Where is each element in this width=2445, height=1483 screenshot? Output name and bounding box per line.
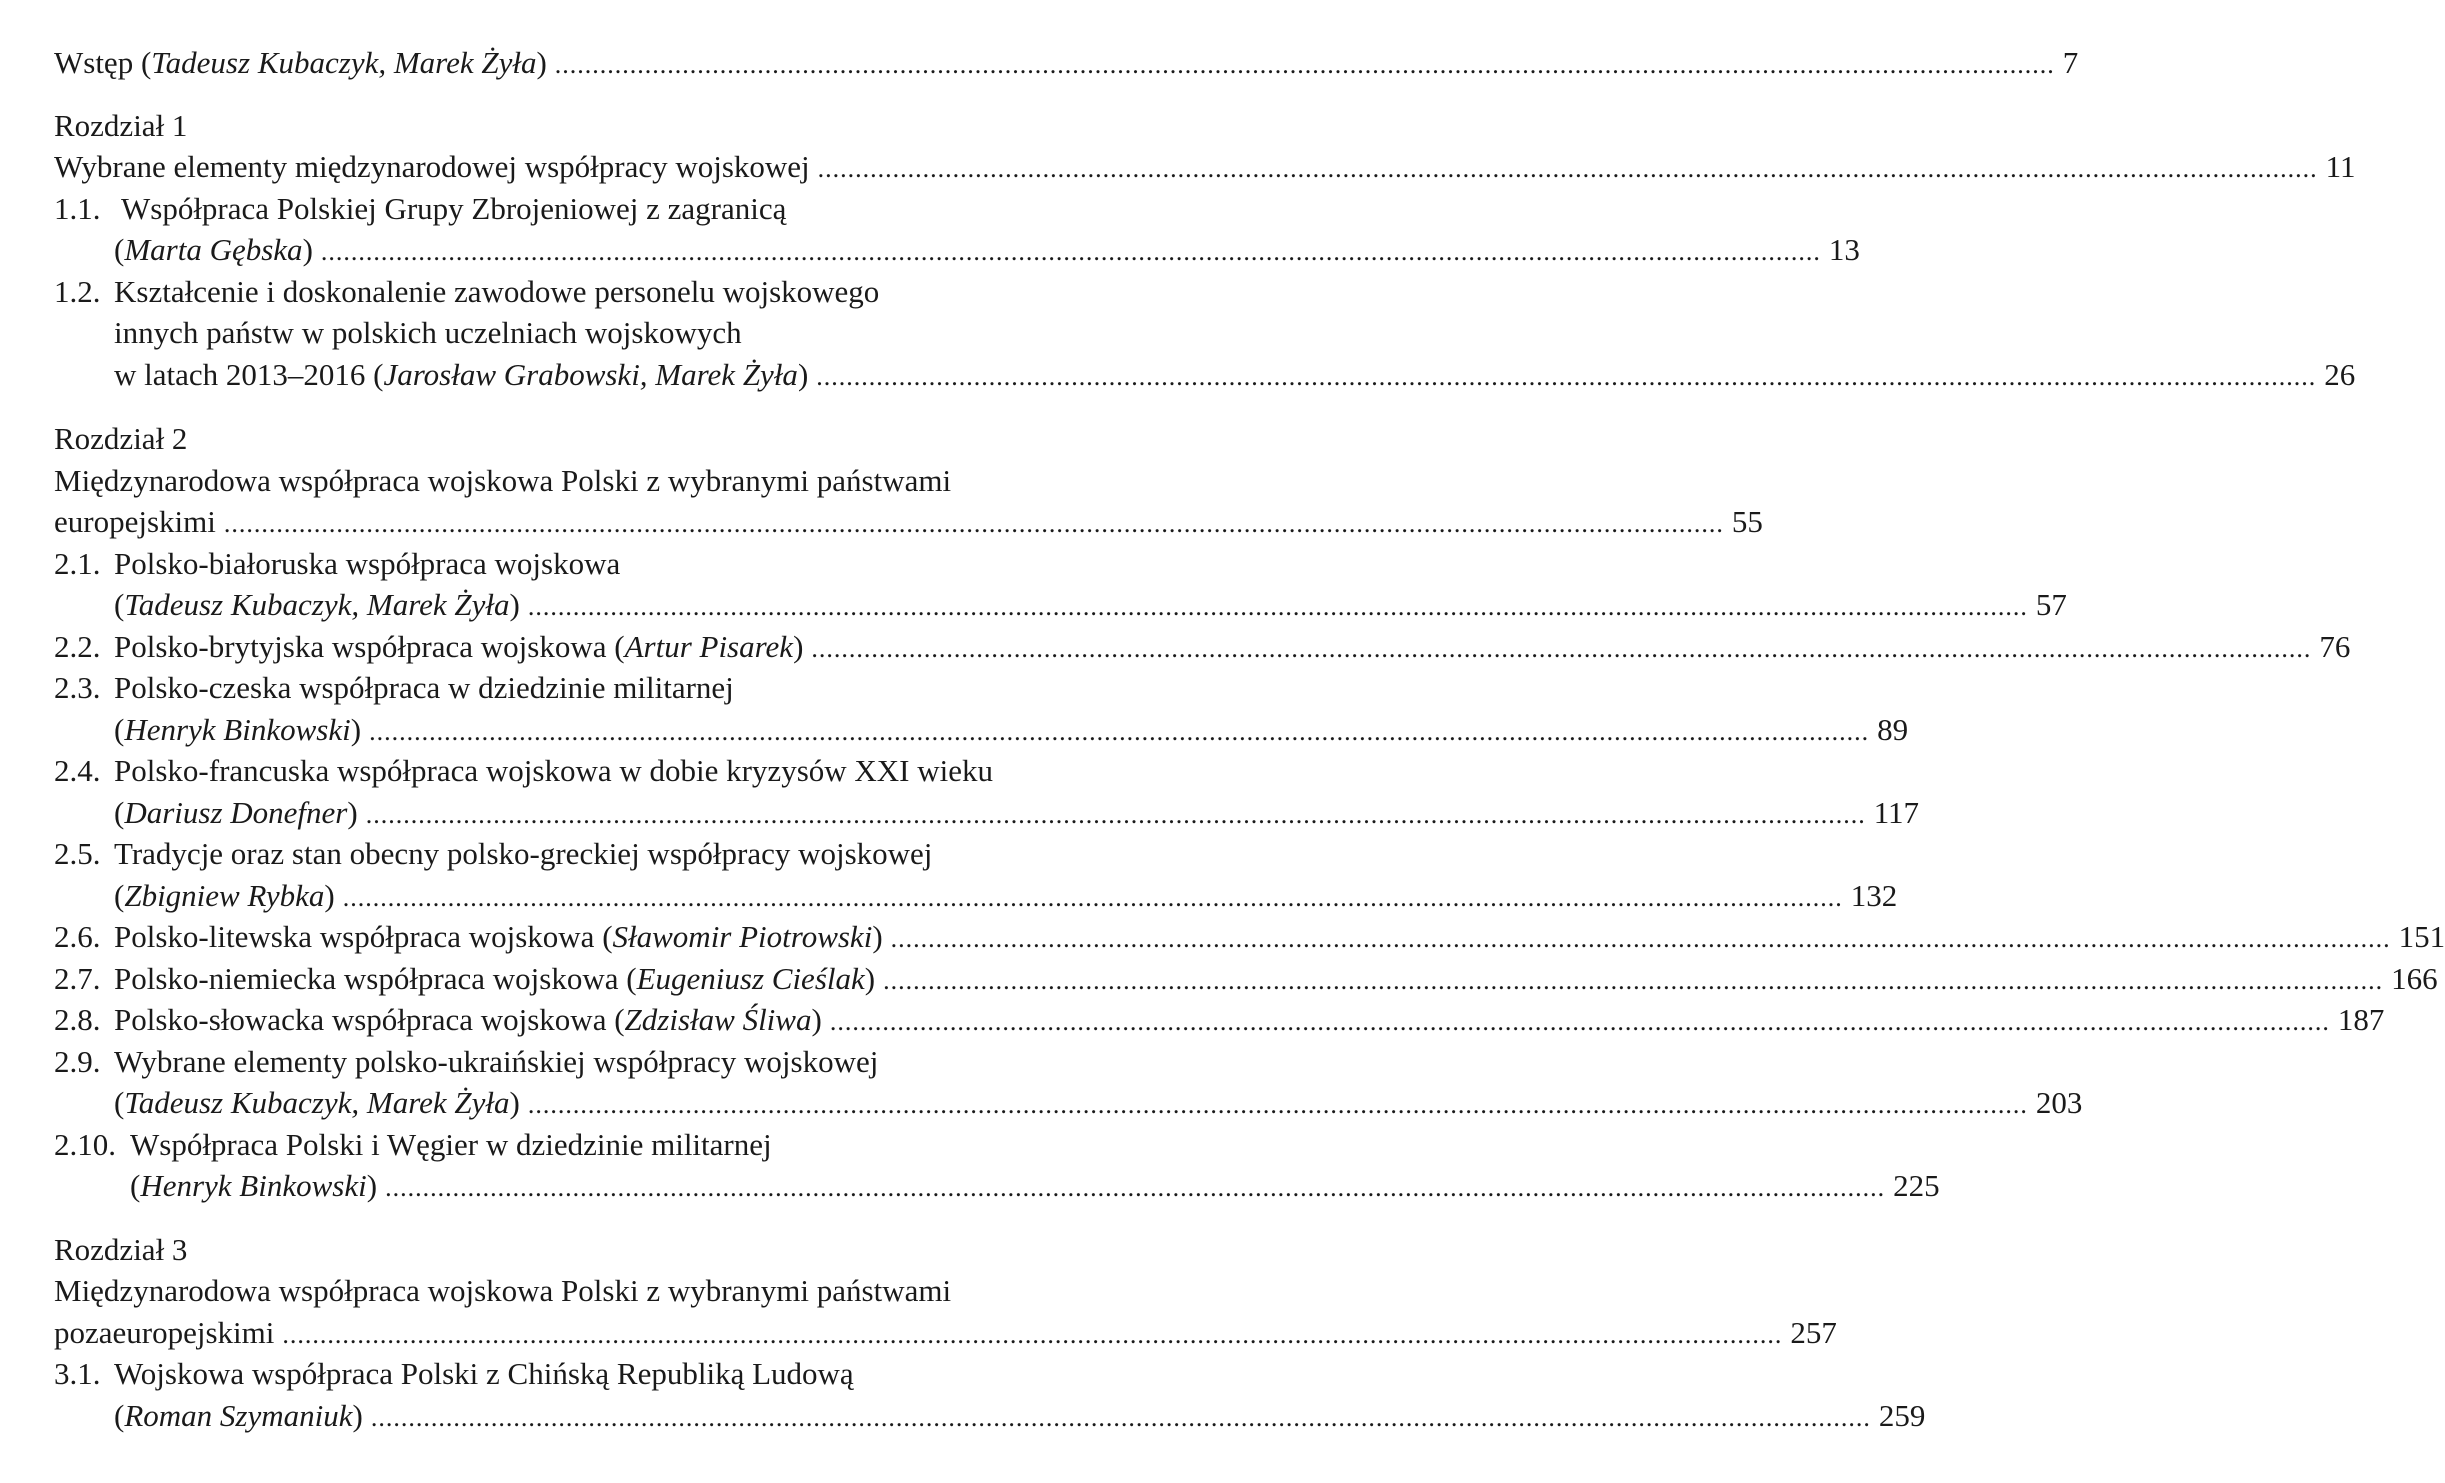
section-title: Współpraca Polski i Węgier w dziedzinie militarnej	[130, 1127, 772, 1162]
section-title: Polsko-brytyjska współpraca wojskowa (Artur Pisarek) ........................................................................................................................................................................................................ 76	[114, 626, 1072, 667]
page-number: 259	[1878, 1398, 1926, 1433]
entry-authors: Zdzisław Śliwa	[624, 1002, 812, 1037]
dot-leader: ........................................................................................................................................................................................................	[883, 966, 2384, 995]
entry-authors: Zbigniew Rybka	[124, 878, 325, 913]
section-number: 2.3.	[54, 670, 101, 705]
section-title: Polsko-białoruska współpraca wojskowa	[114, 546, 621, 581]
section-number: 2.5.	[54, 836, 101, 871]
dot-leader: ........................................................................................................................................................................................................	[370, 1403, 1871, 1432]
entry-authors: Henryk Binkowski	[140, 1168, 367, 1203]
section-title: Polsko-słowacka współpraca wojskowa (Zdzisław Śliwa) ........................................................................................................................................................................................................ 187	[114, 999, 1072, 1040]
section-number: 2.6.	[54, 919, 101, 954]
toc-entry-intro: Wstęp (Tadeusz Kubaczyk, Marek Żyła) ........................................................................................................................................................................................................ 7	[54, 42, 1072, 83]
dot-leader: ........................................................................................................................................................................................................	[320, 237, 1821, 266]
chapter-label: Rozdział 3	[54, 1232, 188, 1267]
section-title: Współpraca Polskiej Grupy Zbrojeniowej z zagranicą	[121, 191, 787, 226]
entry-authors: Dariusz Donefner	[124, 795, 348, 830]
section-title: Polsko-czeska współpraca w dziedzinie militarnej	[114, 670, 734, 705]
dot-leader: ........................................................................................................................................................................................................	[554, 50, 2055, 79]
page-number: 117	[1873, 795, 1920, 830]
page-number: 13	[1828, 232, 1860, 267]
chapter-title: europejskimi ........................................................................................................................................................................................................ 55	[54, 501, 1072, 542]
dot-leader: ........................................................................................................................................................................................................	[365, 800, 1866, 829]
page-number: 89	[1877, 712, 1909, 747]
section-title: Polsko-niemiecka współpraca wojskowa (Eugeniusz Cieślak) ........................................................................................................................................................................................................ 166	[114, 958, 1072, 999]
entry-authors: Artur Pisarek	[624, 629, 794, 664]
section-authors-line: (Zbigniew Rybka) ........................................................................................................................................................................................................ 132	[114, 875, 1072, 916]
section-title: Tradycje oraz stan obecny polsko-greckiej współpracy wojskowej	[114, 836, 933, 871]
section-number: 2.7.	[54, 961, 101, 996]
section-authors-line: (Henryk Binkowski) ........................................................................................................................................................................................................ 225	[130, 1165, 1072, 1206]
section-number: 2.10.	[54, 1127, 116, 1162]
entry-authors: Sławomir Piotrowski	[612, 919, 873, 954]
chapter-title: Wybrane elementy międzynarodowej współpracy wojskowej ........................................................................................................................................................................................................ 11	[54, 146, 1072, 187]
chapter-label: Rozdział 1	[54, 108, 188, 143]
section-number: 2.4.	[54, 753, 101, 788]
section-title: Wojskowa współpraca Polski z Chińską Republiką Ludową	[114, 1356, 854, 1391]
entry-authors: Marta Gębska	[124, 232, 303, 267]
section-authors-line: (Roman Szymaniuk) ........................................................................................................................................................................................................ 259	[114, 1395, 1072, 1436]
chapter-label: Rozdział 2	[54, 421, 188, 456]
page-number: 57	[2035, 587, 2067, 622]
section-authors-line: (Tadeusz Kubaczyk, Marek Żyła) ........................................................................................................................................................................................................ 203	[114, 1082, 1072, 1123]
section-title: Polsko-litewska współpraca wojskowa (Sławomir Piotrowski) ........................................................................................................................................................................................................ 151	[114, 916, 1072, 957]
page-number: 76	[2319, 629, 2351, 664]
section-authors-line: (Dariusz Donefner) ........................................................................................................................................................................................................ 117	[114, 792, 1072, 833]
chapter-title: pozaeuropejskimi ........................................................................................................................................................................................................ 257	[54, 1312, 1072, 1353]
page-number: 55	[1731, 504, 1763, 539]
entry-title: Wstęp	[54, 45, 134, 80]
section-title: Wybrane elementy polsko-ukraińskiej współpracy wojskowej	[114, 1044, 879, 1079]
dot-leader: ........................................................................................................................................................................................................	[890, 924, 2391, 953]
dot-leader: ........................................................................................................................................................................................................	[342, 883, 1843, 912]
section-number: 2.2.	[54, 629, 101, 664]
entry-authors: Henryk Binkowski	[124, 712, 351, 747]
section-number: 2.9.	[54, 1044, 101, 1079]
entry-authors: Tadeusz Kubaczyk, Marek Żyła	[124, 587, 510, 622]
section-number: 3.1.	[54, 1356, 101, 1391]
section-number: 1.1.	[54, 191, 101, 226]
page-number: 257	[1790, 1315, 1837, 1350]
dot-leader: ........................................................................................................................................................................................................	[811, 634, 2312, 663]
dot-leader: ........................................................................................................................................................................................................	[385, 1173, 1886, 1202]
page-number: 166	[2391, 961, 2438, 996]
chapter-title: Międzynarodowa współpraca wojskowa Polski z wybranymi państwami	[54, 463, 952, 498]
dot-leader: ........................................................................................................................................................................................................	[816, 362, 2317, 391]
entry-authors: Tadeusz Kubaczyk, Marek Żyła	[151, 45, 537, 80]
dot-leader: ........................................................................................................................................................................................................	[223, 509, 1724, 538]
entry-authors: Tadeusz Kubaczyk, Marek Żyła	[124, 1085, 510, 1120]
section-title: Kształcenie i doskonalenie zawodowe personelu wojskowego	[114, 274, 880, 309]
dot-leader: ........................................................................................................................................................................................................	[829, 1007, 2330, 1036]
page-number: 132	[1850, 878, 1898, 913]
dot-leader: ........................................................................................................................................................................................................	[369, 717, 1870, 746]
page-number: 203	[2035, 1085, 2083, 1120]
page-number: 7	[2062, 45, 2079, 80]
section-number: 1.2.	[54, 274, 101, 309]
page-number: 11	[2325, 149, 2356, 184]
entry-authors: Eugeniusz Cieślak	[636, 961, 865, 996]
page-number: 151	[2398, 919, 2445, 954]
page-number: 26	[2324, 357, 2356, 392]
chapter-title: Międzynarodowa współpraca wojskowa Polski z wybranymi państwami	[54, 1273, 952, 1308]
section-authors-line: (Henryk Binkowski) ........................................................................................................................................................................................................ 89	[114, 709, 1072, 750]
entry-authors: Roman Szymaniuk	[124, 1398, 353, 1433]
dot-leader: ........................................................................................................................................................................................................	[817, 154, 2318, 183]
page-number: 187	[2337, 1002, 2385, 1037]
dot-leader: ........................................................................................................................................................................................................	[282, 1320, 1783, 1349]
entry-authors: Jarosław Grabowski, Marek Żyła	[383, 357, 798, 392]
section-title: innych państw w polskich uczelniach wojskowych	[114, 315, 742, 350]
section-authors-line: (Marta Gębska) ........................................................................................................................................................................................................ 13	[114, 229, 1072, 270]
section-authors-line: (Tadeusz Kubaczyk, Marek Żyła) ........................................................................................................................................................................................................ 57	[114, 584, 1072, 625]
section-title: Polsko-francuska współpraca wojskowa w dobie kryzysów XXI wieku	[114, 753, 994, 788]
dot-leader: ........................................................................................................................................................................................................	[527, 1090, 2028, 1119]
section-authors-line: w latach 2013–2016 (Jarosław Grabowski, Marek Żyła) ........................................................................................................................................................................................................ 26	[114, 354, 1072, 395]
dot-leader: ........................................................................................................................................................................................................	[527, 592, 2028, 621]
section-number: 2.1.	[54, 546, 101, 581]
section-number: 2.8.	[54, 1002, 101, 1037]
page-number: 225	[1893, 1168, 1940, 1203]
